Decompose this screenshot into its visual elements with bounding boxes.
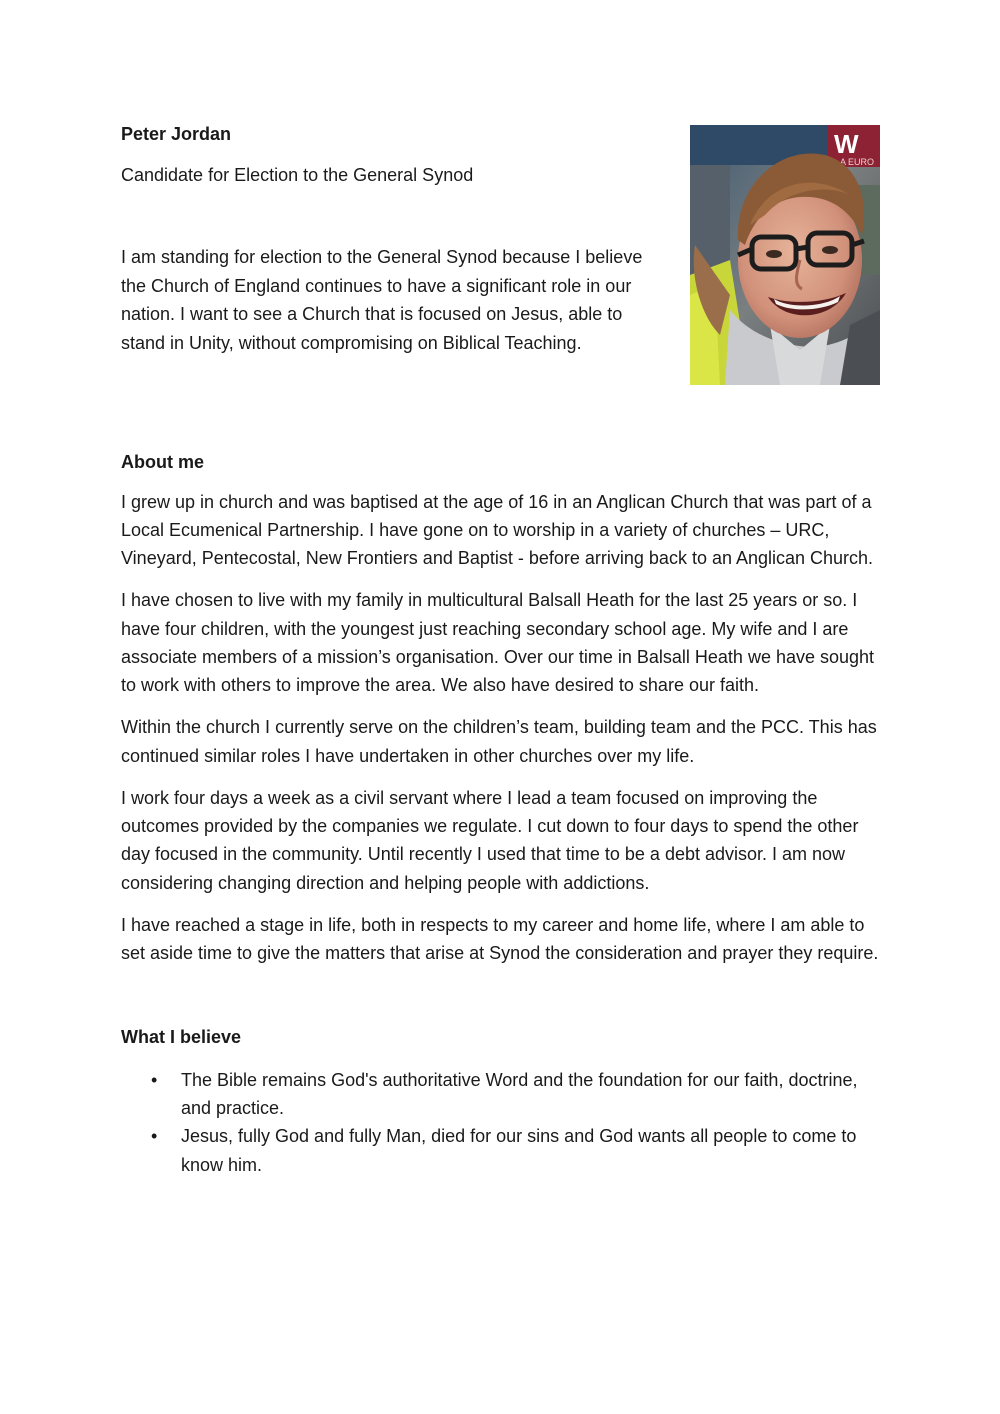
about-paragraph: I have chosen to live with my family in multicultural Balsall Heath for the last 25 years or so. I have four children, with the youngest just reaching secondary school age. My wife and I are associate members of a mission’s organisation. Over our time in Balsall Heath we have sought to work with others to improve the area. We also have desired to share our faith. [121,590,875,696]
belief-text: Jesus, fully God and fully Man, died for our sins and God wants all people to come to know him. [181,1126,857,1175]
about-paragraph: I grew up in church and was baptised at the age of 16 in an Anglican Church that was part of a Local Ecumenical Partnership. I have gone on to worship in a variety of churches – URC, Vineyard, Pentecostal, New Frontiers and Baptist - before arriving back to an Anglican Church. [121,491,874,569]
intro-paragraph: I am standing for election to the General Synod because I believe the Church of England continues to have a significant role in our nation. I want to see a Church that is focused on Jesus, able to stand in Unity, without compromising on Biblical Teaching. [121,247,643,353]
beliefs-section [121,1025,881,1180]
about-paragraph: I work four days a week as a civil servant where I lead a team focused on improving the outcomes provided by the companies we regulate. I cut down to four days to spend the other day focused in the community. Until recently I used that time to be a debt advisor. I am now considering changing direction and helping people with addictions. [121,787,859,893]
about-section [121,450,881,968]
candidate-header [121,122,881,392]
list-item [151,1122,881,1179]
belief-text: The Bible remains God's authoritative Word and the foundation for our faith, doctrine, and practice. [181,1069,858,1118]
beliefs-heading: What I believe [121,1026,242,1047]
candidate-portrait-image [690,125,880,385]
about-paragraph: Within the church I currently serve on the children’s team, building team and the PCC. This has continued similar roles I have undertaken in other churches over my life. [121,717,877,766]
about-heading: About me [121,452,204,472]
header-text [121,122,671,357]
beliefs-list [121,1066,881,1180]
candidate-name: Peter Jordan [121,124,232,144]
bullet-icon: • [151,1126,158,1147]
banner-text: A EURO [840,157,875,167]
list-item [151,1066,881,1123]
document-page [121,118,881,1179]
sign-text: W [834,129,859,159]
candidate-role: Candidate for Election to the General Synod [121,165,474,185]
candidate-photo [690,125,880,385]
about-paragraph: I have reached a stage in life, both in respects to my career and home life, where I am able to set aside time to give the matters that arise at Synod the consideration and prayer they require. [121,914,879,964]
bullet-icon: • [151,1069,158,1090]
